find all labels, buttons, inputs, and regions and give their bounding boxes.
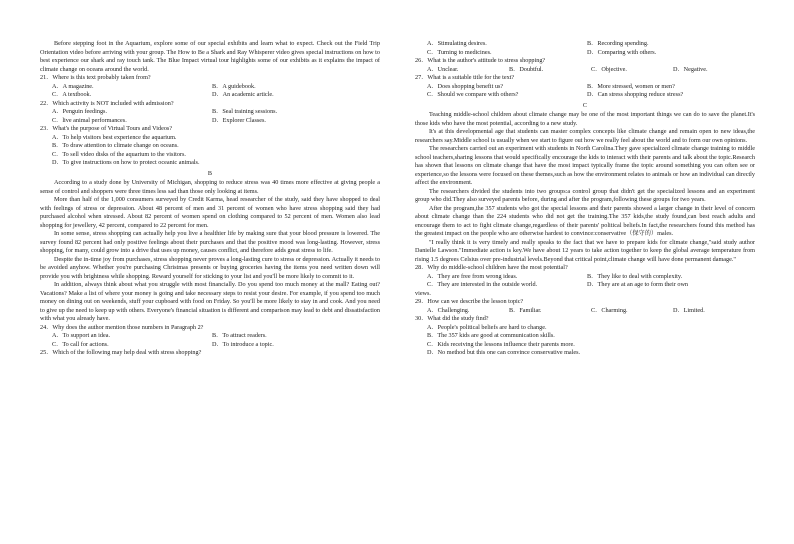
q22-option-c: C．live animal performances. xyxy=(52,116,127,124)
q24-option-c: C．To call for actions. xyxy=(52,340,109,348)
q28-option-a: A．They are free from wrong ideas. xyxy=(427,272,518,280)
q29-option-b: B．Familiar. xyxy=(509,306,542,314)
q29-option-d: D．Limited. xyxy=(673,306,705,314)
q28-option-d: D．They are at an age to form their own xyxy=(587,281,689,288)
q22-option-a: A．Penguin feedings. xyxy=(52,108,107,115)
question-26: 26．What is the author's attitude to stress shopping? xyxy=(415,57,546,64)
question-23: 23．What's the purpose of Virtual Tours and Videos? xyxy=(40,125,173,132)
q23-option-a: A．To help visitors best experience the aquarium. xyxy=(52,133,177,141)
q29-option-a: A．Challenging. xyxy=(427,306,470,314)
question-29: 29．How can we describe the lesson topic? xyxy=(415,298,524,305)
q25-option-d: D．Comparing with others. xyxy=(587,48,657,56)
left-column xyxy=(40,40,380,358)
q25-option-b: B．Recording spending. xyxy=(587,40,649,47)
passage-c-paragraph-2: It's at this developmental age that students can master complex concepts like climate change and remain open to new ideas,the researchers say.Middle school is usually when we start to figure out how we really feel about the world and to form our own opinions. xyxy=(415,128,755,144)
q22-option-d: D．Explorer Classes. xyxy=(212,116,266,124)
q27-option-a: A．Does shopping benefit us? xyxy=(427,82,504,90)
q24-option-d: D．To introduce a topic. xyxy=(212,340,274,348)
passage-c-paragraph-6: "I really think it is very timely and really speaks to the fact that we have to prepare kids for climate change,"said study author Danielle Lawson."Immediate action is key.We have about 12 years to take action together to keep the global average temperature from rising 1.5 degrees Celsius over pre-industrial levels.Beyond that critical point,climate change will have done permanent damage." xyxy=(415,238,755,263)
q21-option-c: C．A textbook. xyxy=(52,91,92,98)
question-28: 28．Why do middle-school children have the most potential? xyxy=(415,264,568,271)
passage-c-paragraph-3: The researchers carried out an experiment with students in North Carolina.They gave specialized climate change training to middle school teachers,sharing lessons that would specifically encourage the kids to interact with their parents and talk about the topic.Research has shown that lessons on climate change that have the most impact typically frame the topic around something you can often see or experience,so the lessons were focused on these themes,such as how the environment relates to animals or how an individual can directly affect the environment. xyxy=(415,145,755,186)
passage-b-paragraph-2: More than half of the 1,000 consumers surveyed by Credit Karma, head researcher of the study, said they have shopped to deal with feelings of stress or depression. About 48 percent of men and 31 percent of women who have stress shopping said they had purchased alcohol when stressed. About 82 percent of women spend on clothing compared to 52 percent of men. Women also lead shopping for jewellery, 42 percent, compared to 22 percent for men. xyxy=(40,196,380,229)
q24-option-b: B．To attract readers. xyxy=(212,332,267,339)
question-22: 22．Which activity is NOT included with admission? xyxy=(40,99,174,107)
q27-option-d: D．Can stress shopping reduce stress? xyxy=(587,91,684,98)
passage-c-paragraph-1: Teaching middle-school children about climate change may be one of the most important things we can do to save the planet.It's those kids who have the most potential, according to a new study. xyxy=(415,111,755,127)
q29-option-c: C．Charming. xyxy=(591,306,628,314)
q26-option-b: B．Doubtful. xyxy=(509,65,544,73)
q30-option-d: D．No method but this one can convince conservative males. xyxy=(427,349,581,356)
q26-option-a: A．Unclear. xyxy=(427,65,459,73)
q26-option-c: C．Objective. xyxy=(591,65,627,73)
q28-option-d-continuation: views. xyxy=(415,289,431,297)
right-column xyxy=(415,40,755,358)
question-24: 24．Why does the author mention those numbers in Paragraph 2? xyxy=(40,323,204,331)
question-25: 25．Which of the following may help deal with stress shopping? xyxy=(40,349,202,356)
q23-option-c: C．To sell video disks of the aquarium to the visitors. xyxy=(52,150,186,158)
q30-option-b: B．The 357 kids are good at communication skills. xyxy=(427,332,555,339)
q21-option-a: A．A magazine. xyxy=(52,82,94,90)
question-30: 30．What did the study find? xyxy=(415,315,489,322)
q24-option-a: A．To support an idea. xyxy=(52,332,110,339)
q22-option-b: B．Seal training sessions. xyxy=(212,108,278,115)
passage-b-paragraph-4: Despite the in-time joy from purchases, stress shopping never proves a long-lasting cure to stress or depression. Actually it needs to be avoided anyhow. Whether you're purchasing Christmas presents or buying groceries having the items you need written down will provide you with brightness while shopping. Reward yourself for sticking to your list and you'll be more likely to commit to it. xyxy=(40,255,380,280)
passage-a-intro: Before stepping foot in the Aquarium, explore some of our special exhibits and learn what to expect. Check out the Field Trip Orientation video before arriving with your group. The How to Be a Shark and Ray Whisperer video gives special instructions on how to best experience our shark and ray touch tank. The Blue Impact virtual tour highlights some of our exhibits as it explains the impact of climate change on oceans around the world. xyxy=(40,40,380,73)
q25-option-c: C．Turning to medicines. xyxy=(427,48,492,56)
passage-b-paragraph-3: In some sense, stress shopping can actually help you live a healthier life by making sure that your blood pressure is lowered. The survey found 82 percent had only positive feelings about their purchases and that the positive mood was long-lasting. However, stress shopping, for many, could grow into a drive that uses up money, causes conflict, and therefore adds great stress to life. xyxy=(40,230,380,254)
passage-c-paragraph-4: The researchers divided the students into two groups:a control group that didn't get the specialized lessons and an experiment group who did.They also surveyed parents before, during and after the program,following these groups for two years. xyxy=(415,187,755,203)
q26-option-d: D．Negative. xyxy=(673,65,708,73)
q25-option-a: A．Stimulating desires. xyxy=(427,40,487,47)
passage-b-paragraph-1: According to a study done by University of Michigan, shopping to reduce stress was 40 times more effective at giving people a sense of control and shoppers were three times less sad than those only looking at items. xyxy=(40,179,380,195)
q27-option-c: C．Should we compare with others? xyxy=(427,91,519,98)
q21-option-d: D．An academic article. xyxy=(212,91,274,98)
q23-option-b: B．To draw attention to climate change on oceans. xyxy=(52,142,179,149)
passage-b-paragraph-5: In addition, always think about what you struggle with most financially. Do you spend too much money at the mall? Eating out? Vacations? Make a list of where your money is going and take necessary steps to resist your desire. For example, if you spend too much money on dining out on weekends, stuff your cupboard with food on Friday. So you'll be more likely to stay in and cook. And you need to give up the need to keep up with others. Everyone's financial situation is different and comparison may lead to debt and dissatisfaction with what you already have. xyxy=(40,281,380,322)
q27-option-b: B．More stressed, women or men? xyxy=(587,82,675,90)
q23-option-d: D．To give instructions on how to protect oceanic animals. xyxy=(52,159,200,166)
question-27: 27．What is a suitable title for the text? xyxy=(415,74,515,81)
passage-c-paragraph-5: After the program,the 357 students who got the special lessons and their parents showed a larger change in their level of concern about climate change than the 224 students who did not get the training.The 357 kids,the study found,can best reach adults and encourage them to act to fight climate change,regardless of their parents' political beliefs.In fact,the researchers found this method has the greatest impact on the people who are otherwise hardest to convince:conservative（保守的）males. xyxy=(415,204,755,237)
question-21: 21．Where is this text probably taken from? xyxy=(40,74,151,81)
section-b-heading: B xyxy=(207,169,213,177)
q28-option-c: C．They are interested in the outside world. xyxy=(427,281,538,288)
q30-option-c: C．Kids receiving the lessons influence their parents more. xyxy=(427,340,575,348)
q30-option-a: A．People's political beliefs are hard to change. xyxy=(427,323,547,331)
section-c-heading: C xyxy=(582,101,588,109)
q28-option-b: B．They like to deal with complexity. xyxy=(587,272,683,280)
q21-option-b: B．A guidebook. xyxy=(212,82,256,90)
